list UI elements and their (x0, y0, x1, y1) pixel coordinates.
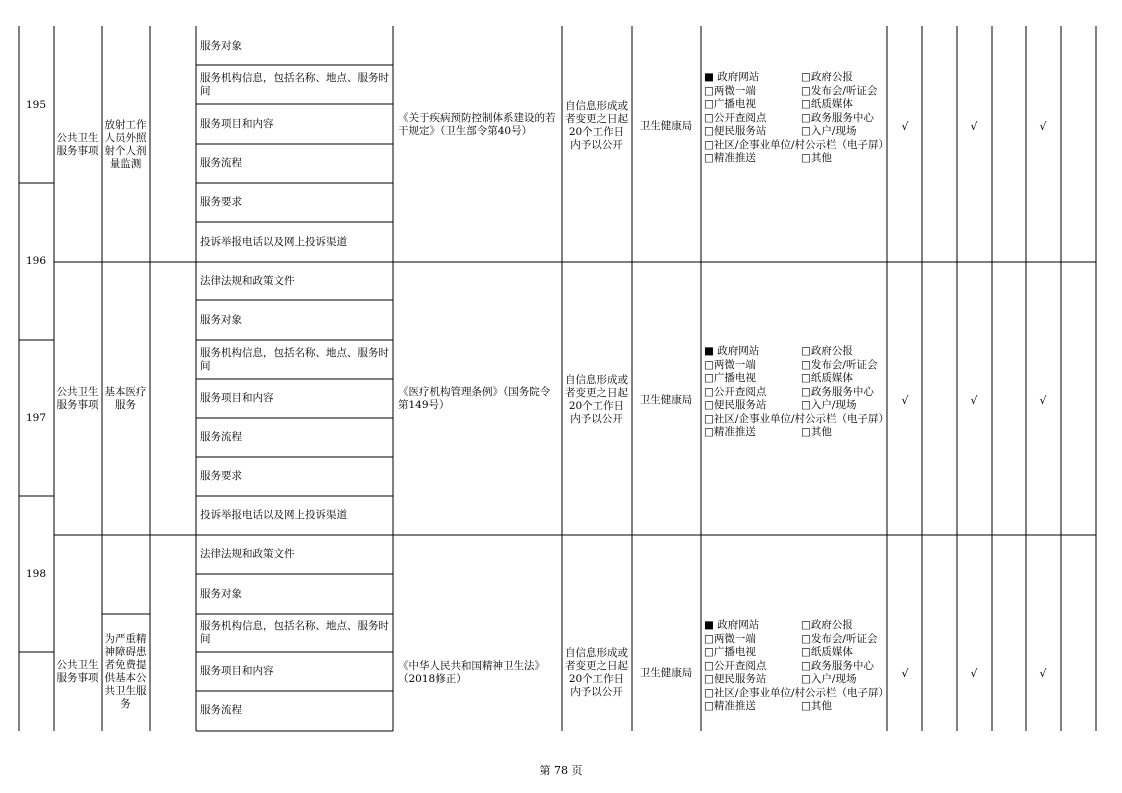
check-mark: √ (1039, 120, 1047, 133)
disclosure-label: 服务对象 (200, 40, 242, 52)
channel-option: □两微一端 (704, 358, 756, 371)
channel-option: □公开查阅点 (704, 111, 767, 124)
channel-option: □入户/现场 (801, 125, 857, 137)
page-number: 第 78 页 (539, 764, 583, 777)
disclosure-label: 服务机构信息，包括名称、地点、服务时间 (200, 346, 389, 372)
disclosure-deadline: 自信息形成或者变更之日起20个工作日内予以公开 (565, 100, 628, 151)
channel-option: □便民服务站 (704, 673, 767, 685)
channel-option: □广播电视 (704, 372, 756, 384)
channel-option: □其他 (801, 152, 832, 164)
disclosure-label: 服务机构信息，包括名称、地点、服务时间 (200, 71, 389, 97)
item-title: 基本医疗服务 (104, 385, 147, 411)
disclosure-label: 法律法规和政策文件 (200, 548, 295, 560)
responsible-agency: 卫生健康局 (639, 119, 693, 132)
channel-option: □政务服务中心 (801, 659, 874, 672)
check-mark: √ (1039, 667, 1047, 680)
legal-basis: 《医疗机构管理条例》（国务院令第149号） (398, 386, 551, 411)
disclosure-label: 服务流程 (200, 704, 242, 716)
disclosure-label: 服务要求 (200, 196, 242, 208)
channel-option: □社区/企事业单位/村公示栏（电子屏） (704, 686, 889, 699)
channel-option: □纸质媒体 (801, 372, 853, 384)
item-number: 198 (25, 567, 47, 580)
check-mark: √ (970, 120, 978, 133)
channel-option: □发布会/听证会 (801, 84, 878, 97)
channel-option: □两微一端 (704, 632, 756, 645)
disclosure-label: 服务项目和内容 (200, 117, 274, 130)
channel-option: □广播电视 (704, 98, 756, 110)
item-number: 196 (25, 255, 47, 267)
channel-option: ■ 政府网站 (704, 619, 760, 631)
disclosure-label: 服务对象 (200, 313, 242, 326)
disclosure-label: 服务对象 (200, 587, 242, 600)
item-title: 为严重精神障碍患者免费提供基本公共卫生服务 (104, 633, 147, 710)
channel-option: □发布会/听证会 (801, 358, 878, 371)
disclosure-channels (704, 619, 889, 714)
legal-basis: 《中华人民共和国精神卫生法》（2018修正） (398, 660, 545, 685)
channel-option: □社区/企事业单位/村公示栏（电子屏） (704, 138, 889, 151)
check-mark: √ (901, 667, 909, 680)
item-number: 195 (25, 99, 47, 111)
channel-option: □入户/现场 (801, 673, 857, 685)
responsible-agency: 卫生健康局 (639, 393, 693, 406)
channel-option: □政府公报 (801, 71, 853, 83)
check-mark: √ (901, 120, 909, 133)
disclosure-label: 服务项目和内容 (200, 392, 274, 404)
disclosure-label: 服务项目和内容 (200, 665, 274, 677)
disclosure-deadline: 自信息形成或者变更之日起20个工作日内予以公开 (565, 647, 628, 698)
channel-option: □发布会/听证会 (801, 632, 878, 645)
channel-option: □纸质媒体 (801, 98, 853, 110)
item-title: 放射工作人员外照射个人剂量监测 (104, 119, 147, 170)
channel-option: □政府公报 (801, 345, 853, 357)
disclosure-deadline: 自信息形成或者变更之日起20个工作日内予以公开 (565, 374, 628, 425)
channel-option: □纸质媒体 (801, 646, 853, 658)
check-mark: √ (1039, 394, 1047, 407)
disclosure-label: 服务要求 (200, 470, 242, 482)
channel-option: □便民服务站 (704, 125, 767, 137)
disclosure-label: 服务机构信息，包括名称、地点、服务时间 (200, 620, 389, 645)
disclosure-label: 投诉举报电话以及网上投诉渠道 (200, 509, 347, 521)
disclosure-label: 法律法规和政策文件 (200, 274, 295, 287)
channel-option: □其他 (801, 700, 832, 712)
channel-option: ■ 政府网站 (704, 71, 760, 83)
channel-option: □政务服务中心 (801, 111, 874, 124)
channel-option: □精准推送 (704, 700, 756, 712)
channel-option: ■ 政府网站 (704, 345, 760, 357)
channel-option: □政务服务中心 (801, 385, 874, 398)
item-category: 公共卫生服务事项 (56, 659, 99, 684)
channel-option: □精准推送 (704, 426, 756, 438)
legal-basis: 《关于疾病预防控制体系建设的若干规定》（卫生部令第40号） (398, 112, 556, 137)
disclosure-channels (704, 71, 889, 166)
channel-option: □精准推送 (704, 152, 756, 164)
channel-option: □便民服务站 (704, 399, 767, 411)
check-mark: √ (970, 667, 978, 680)
disclosure-label: 服务流程 (200, 431, 242, 443)
channel-option: □政府公报 (801, 619, 853, 631)
disclosure-label: 投诉举报电话以及网上投诉渠道 (200, 235, 347, 248)
channel-option: □公开查阅点 (704, 659, 767, 672)
channel-option: □公开查阅点 (704, 385, 767, 398)
channel-option: □社区/企事业单位/村公示栏（电子屏） (704, 412, 889, 425)
disclosure-channels (704, 345, 889, 440)
item-number: 197 (25, 411, 47, 424)
check-mark: √ (901, 394, 909, 407)
check-mark: √ (970, 394, 978, 407)
channel-option: □广播电视 (704, 646, 756, 658)
item-category: 公共卫生服务事项 (56, 132, 99, 157)
responsible-agency: 卫生健康局 (639, 666, 693, 679)
disclosure-label: 服务流程 (200, 157, 242, 169)
channel-option: □其他 (801, 426, 832, 438)
channel-option: □入户/现场 (801, 399, 857, 411)
item-category: 公共卫生服务事项 (56, 385, 99, 411)
channel-option: □两微一端 (704, 84, 756, 97)
